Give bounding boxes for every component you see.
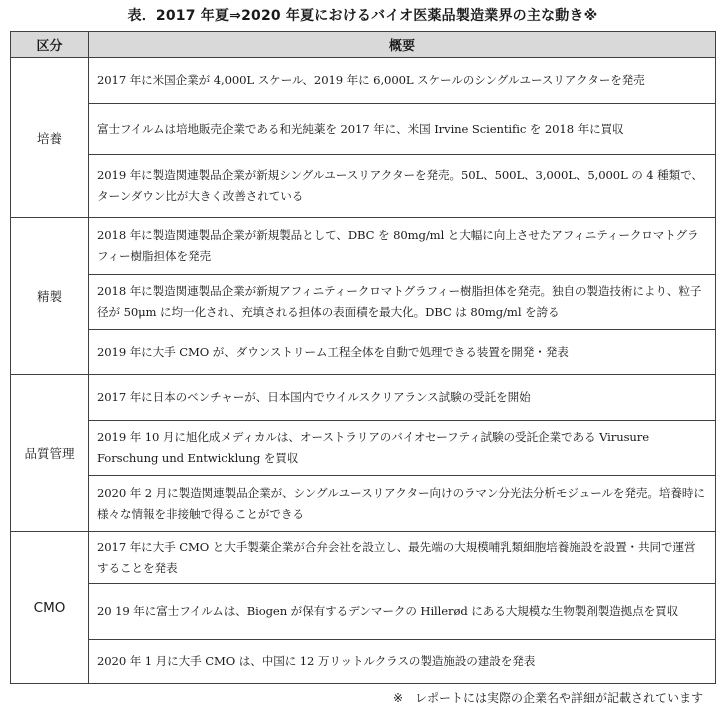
table-row — [11, 532, 716, 584]
table-row — [11, 155, 716, 218]
footnote: ※ レポートには実際の企業名や詳細が記載されています — [392, 691, 703, 705]
table-cell-item: 2019 年 10 月に旭化成メディカルは、オーストラリアのバイオセーフティ試験の受託企業である Virusure Forschung und Entwicklung を買収 — [89, 421, 716, 476]
table-cell-item: 2017 年に日本のベンチャーが、日本国内でウイルスクリアランス試験の受託を開始 — [89, 375, 716, 421]
table-cell-item: 2019 年に製造関連製品企業が新規シングルユースリアクターを発売。50L、500L、3,000L、5,000L の 4 種類で、ターンダウン比が大きく改善されている — [89, 155, 716, 218]
category-cell-quality-control: 品質管理 — [11, 375, 89, 532]
table-cell-item: 2019 年に大手 CMO が、ダウンストリーム工程全体を自動で処理できる装置を開発・発表 — [89, 330, 716, 375]
table-row — [11, 421, 716, 476]
table-cell-item: 2017 年に米国企業が 4,000L スケール、2019 年に 6,000L スケールのシングルユースリアクターを発売 — [89, 58, 716, 104]
category-cell-culture: 培養 — [11, 58, 89, 218]
table-row — [11, 104, 716, 155]
table-title: 表．2017 年夏⇒2020 年夏におけるバイオ医薬品製造業界の主な動き※ — [127, 8, 598, 24]
table-row — [11, 58, 716, 104]
table-row — [11, 275, 716, 330]
header-summary: 概要 — [89, 32, 716, 58]
table-cell-item: 2018 年に製造関連製品企業が新規製品として、DBC を 80mg/ml と大幅に向上させたアフィニティークロマトグラフィー樹脂担体を発売 — [89, 218, 716, 275]
table-row — [11, 640, 716, 684]
category-cell-purification: 精製 — [11, 218, 89, 375]
summary-table — [10, 31, 716, 684]
table-cell-item: 20 19 年に富士フイルムは、Biogen が保有するデンマークの Hillerød にある大規模な生物製剤製造拠点を買収 — [89, 584, 716, 640]
table-cell-item: 富士フイルムは培地販売企業である和光純薬を 2017 年に、米国 Irvine Scientific を 2018 年に買収 — [89, 104, 716, 155]
header-category: 区分 — [11, 32, 89, 58]
table-row — [11, 476, 716, 532]
table-row — [11, 584, 716, 640]
table-row — [11, 330, 716, 375]
category-cell-cmo: CMO — [11, 532, 89, 684]
table-header-row — [11, 32, 716, 58]
table-cell-item: 2020 年 1 月に大手 CMO は、中国に 12 万リットルクラスの製造施設の建設を発表 — [89, 640, 716, 684]
table-cell-item: 2020 年 2 月に製造関連製品企業が、シングルユースリアクター向けのラマン分光法分析モジュールを発売。培養時に様々な情報を非接触で得ることができる — [89, 476, 716, 532]
table-cell-item: 2017 年に大手 CMO と大手製薬企業が合弁会社を設立し、最先端の大規模哺乳類細胞培養施設を設置・共同で運営することを発表 — [89, 532, 716, 584]
table-cell-item: 2018 年に製造関連製品企業が新規アフィニティークロマトグラフィー樹脂担体を発売。独自の製造技術により、粒子径が 50μm に均一化され、充填される担体の表面積を最大化。DBC は 80mg/ml を誇る — [89, 275, 716, 330]
table-row — [11, 218, 716, 275]
table-row — [11, 375, 716, 421]
